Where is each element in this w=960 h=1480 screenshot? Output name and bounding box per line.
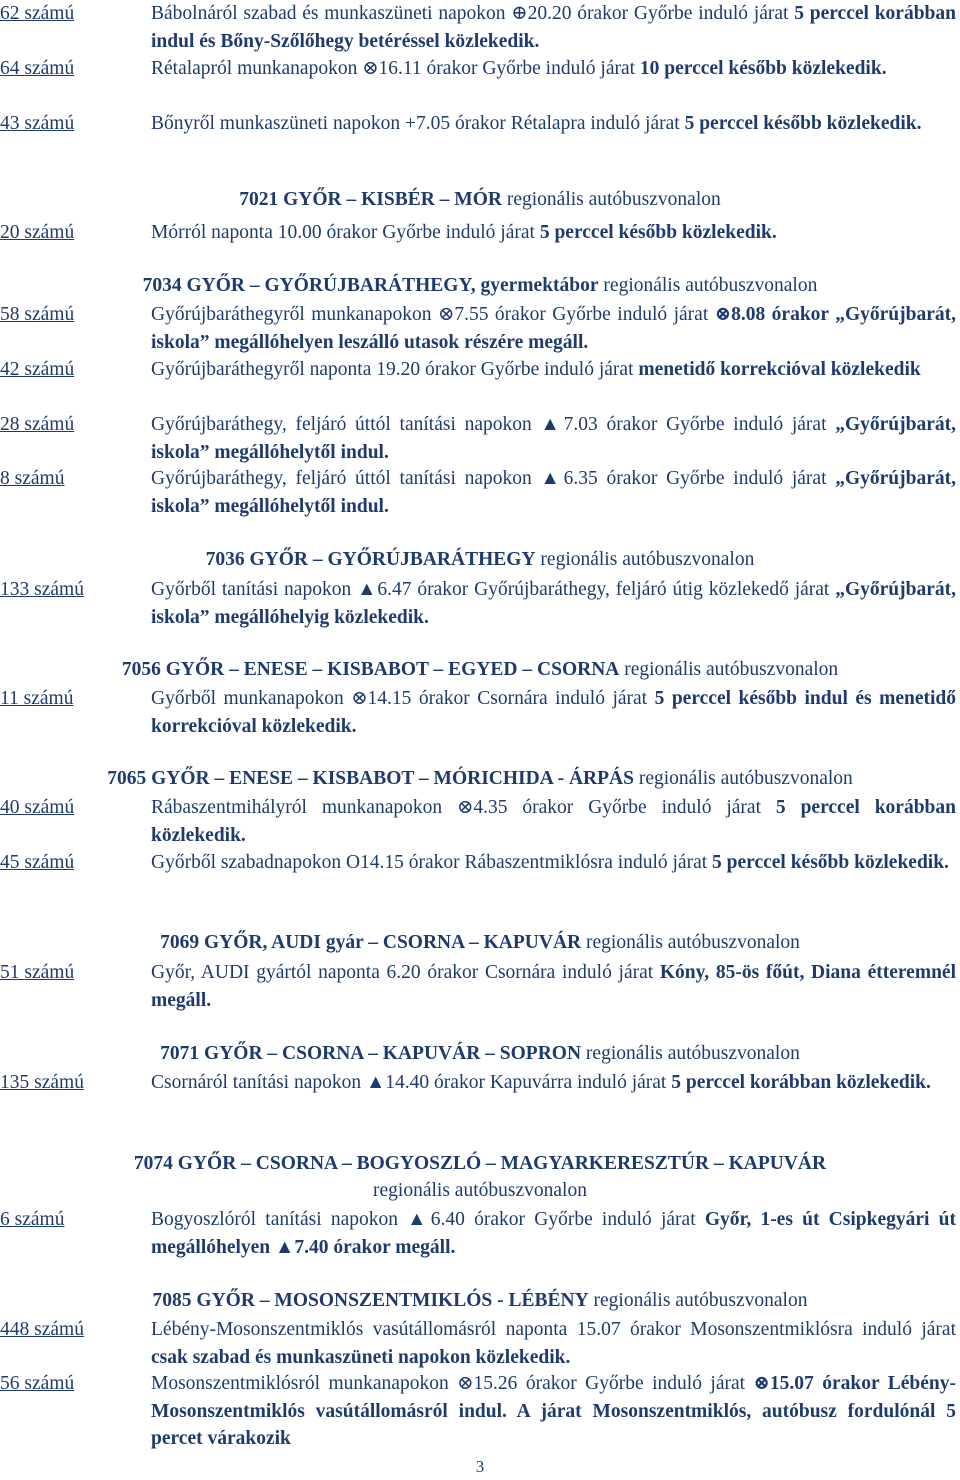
entry-text: Győr, AUDI gyártól naponta 6.20 órakor Csornára induló járat [151,962,660,983]
entry-description [151,465,956,520]
entry-text: Bőnyről munkaszüneti napokon +7.05 órakor Rétalapra induló járat [151,113,685,134]
entry-text: Rétalapról munkanapokon ⊗16.11 órakor Győrbe induló járat [151,58,640,79]
emphasized-text: 5 perccel korábban közlekedik. [671,1072,931,1093]
entry-text: Lébény-Mosonszentmiklós vasútállomásról naponta 15.07 órakor Mosonszentmiklósra induló járat [151,1319,956,1340]
route-heading-type: regionális autóbuszvonalon [581,1043,800,1064]
emphasized-text: 5 perccel később közlekedik. [539,222,777,243]
emphasized-text: 5 perccel később indul és menetidő korrekcióval közlekedik. [151,688,956,737]
page-number: 3 [475,1457,485,1476]
emphasized-text: menetidő korrekcióval közlekedik [638,359,921,380]
route-number: 20 számú [0,222,75,243]
route-heading-type: regionális autóbuszvonalon [619,659,839,680]
route-heading-name: 7036 GYŐR – GYŐRÚJBARÁTHEGY [205,549,536,570]
entry-description [151,219,956,247]
entry-description [151,110,956,138]
route-heading-type: regionális autóbuszvonalon [588,1290,808,1311]
entry-description [151,794,956,849]
entry-text: Csornáról tanítási napokon ▲14.40 órakor Kapuvárra induló járat [151,1072,672,1093]
entry-description [151,0,956,55]
route-number: 42 számú [0,359,75,380]
emphasized-text: „Győrújbarát, iskola” megállóhelytől indul. [151,468,956,517]
entry-text: Győrből szabadnapokon O14.15 órakor Rábaszentmiklósra induló járat [151,852,713,873]
route-heading-name: 7071 GYŐR – CSORNA – KAPUVÁR – SOPRON [160,1043,582,1064]
route-heading-name: 7074 GYŐR – CSORNA – BOGYOSZLÓ – MAGYARKERESZTÚR – KAPUVÁR [133,1153,827,1174]
route-number: 135 számú [0,1072,84,1093]
entry-description [151,959,956,1014]
route-number: 56 számú [0,1373,75,1394]
entry-text: Győrújbaráthegyről munkanapokon ⊗7.55 órakor Győrbe induló járat [151,304,715,325]
route-heading-name: 7085 GYŐR – MOSONSZENTMIKLÓS - LÉBÉNY [152,1290,589,1311]
emphasized-text: „Győrújbarát, iskola” megállóhelyig közlekedik. [151,579,956,628]
emphasized-text: 5 perccel később közlekedik. [684,113,922,134]
route-number: 11 számú [0,688,74,709]
emphasized-text: Győr, 1-es út Csipkegyári út megállóhelyen ▲7.40 órakor megáll. [151,1209,956,1258]
entry-text: Győrújbaráthegy, feljáró úttól tanítási napokon ▲7.03 órakor Győrbe induló járat [151,414,836,435]
emphasized-text: 5 perccel korábban közlekedik. [151,797,956,846]
route-heading-type: regionális autóbuszvonalon [535,549,755,570]
entry-description [151,685,956,740]
entry-description [151,1316,956,1371]
route-heading-name: 7056 GYŐR – ENESE – KISBABOT – EGYED – CSORNA [121,659,620,680]
route-number: 45 számú [0,852,75,873]
route-heading [0,187,960,213]
route-number: 58 számú [0,304,75,325]
entry-text: Bábolnáról szabad és munkaszüneti napokon ⊕20.20 órakor Győrbe induló járat [151,3,795,24]
emphasized-text: csak szabad és munkaszüneti napokon közlekedik. [151,1346,571,1368]
route-number: 51 számú [0,962,75,983]
emphasized-text: Kóny, 85-ös főút, Diana étteremnél megáll. [151,962,956,1011]
entry-text: Mosonszentmiklósról munkanapokon ⊗15.26 órakor Győrbe induló járat [151,1373,754,1394]
route-heading [0,766,960,792]
route-heading [0,1151,960,1177]
route-heading-name: 7021 GYŐR – KISBÉR – MÓR [239,189,502,210]
entry-description [151,849,956,877]
entry-description [151,1370,956,1453]
emphasized-text: „Győrújbarát, iskola” megállóhelytől indul. [151,414,956,463]
emphasized-text: 5 perccel később közlekedik. [712,852,949,873]
route-number: 448 számú [0,1319,84,1340]
route-heading-type: regionális autóbuszvonalon [501,189,721,210]
entry-description [151,55,956,83]
route-heading-name: 7034 GYŐR – GYŐRÚJBARÁTHEGY, gyermektábor [142,275,599,296]
route-heading [0,273,960,299]
emphasized-text: ⊗8.08 órakor „Győrújbarát, iskola” megállóhelyen leszálló utasok részére megáll. [151,304,957,353]
route-heading [0,1288,960,1314]
route-number: 64 számú [0,58,75,79]
route-heading [0,930,960,956]
route-number: 8 számú [0,468,65,489]
route-number: 62 számú [0,3,75,24]
entry-text: Rábaszentmihályról munkanapokon ⊗4.35 órakor Győrbe induló járat [151,797,776,818]
route-heading [0,1041,960,1067]
route-number: 40 számú [0,797,75,818]
emphasized-text: 5 perccel korábban indul és Bőny-Szőlőhegy betéréssel közlekedik. [151,3,956,52]
route-number: 43 számú [0,113,75,134]
entry-text: Mórról naponta 10.00 órakor Győrbe induló járat [151,222,540,243]
route-heading-type: regionális autóbuszvonalon [633,768,853,789]
emphasized-text: 10 perccel később közlekedik. [639,58,887,79]
entry-description [151,1069,956,1097]
route-number: 133 számú [0,579,84,600]
route-heading-type: regionális autóbuszvonalon [581,932,800,953]
entry-description [151,1206,956,1261]
entry-text: Bogyoszlóról tanítási napokon ▲6.40 órakor Győrbe induló járat [151,1209,705,1230]
route-heading-type: regionális autóbuszvonalon [598,275,818,296]
entry-text: Győrújbaráthegyről naponta 19.20 órakor Győrbe induló járat [151,359,639,380]
route-heading [0,657,960,683]
route-number: 6 számú [0,1209,65,1230]
route-heading-suffix [0,1178,960,1204]
route-number: 28 számú [0,414,75,435]
entry-text: Győrújbaráthegy, feljáró úttól tanítási napokon ▲6.35 órakor Győrbe induló járat [151,468,836,489]
route-heading [0,547,960,573]
entry-description [151,356,956,384]
entry-description [151,576,956,631]
entry-text: Győrből tanítási napokon ▲6.47 órakor Győrújbaráthegy, feljáró útig közlekedő járat [151,579,836,600]
entry-text: Győrből munkanapokon ⊗14.15 órakor Csornára induló járat [151,688,655,709]
route-heading-name: 7065 GYŐR – ENESE – KISBABOT – MÓRICHIDA - ÁRPÁS [107,768,634,789]
emphasized-text: ⊗15.07 órakor Lébény-Mosonszentmiklós vasútállomásról indul. A járat Mosonszentmiklós, autóbusz fordulónál 5 percet várakozik [151,1373,956,1449]
route-heading-name: 7069 GYŐR, AUDI gyár – CSORNA – KAPUVÁR [160,932,582,953]
route-heading-type: regionális autóbuszvonalon [373,1180,587,1201]
entry-description [151,301,956,356]
entry-description [151,411,956,466]
